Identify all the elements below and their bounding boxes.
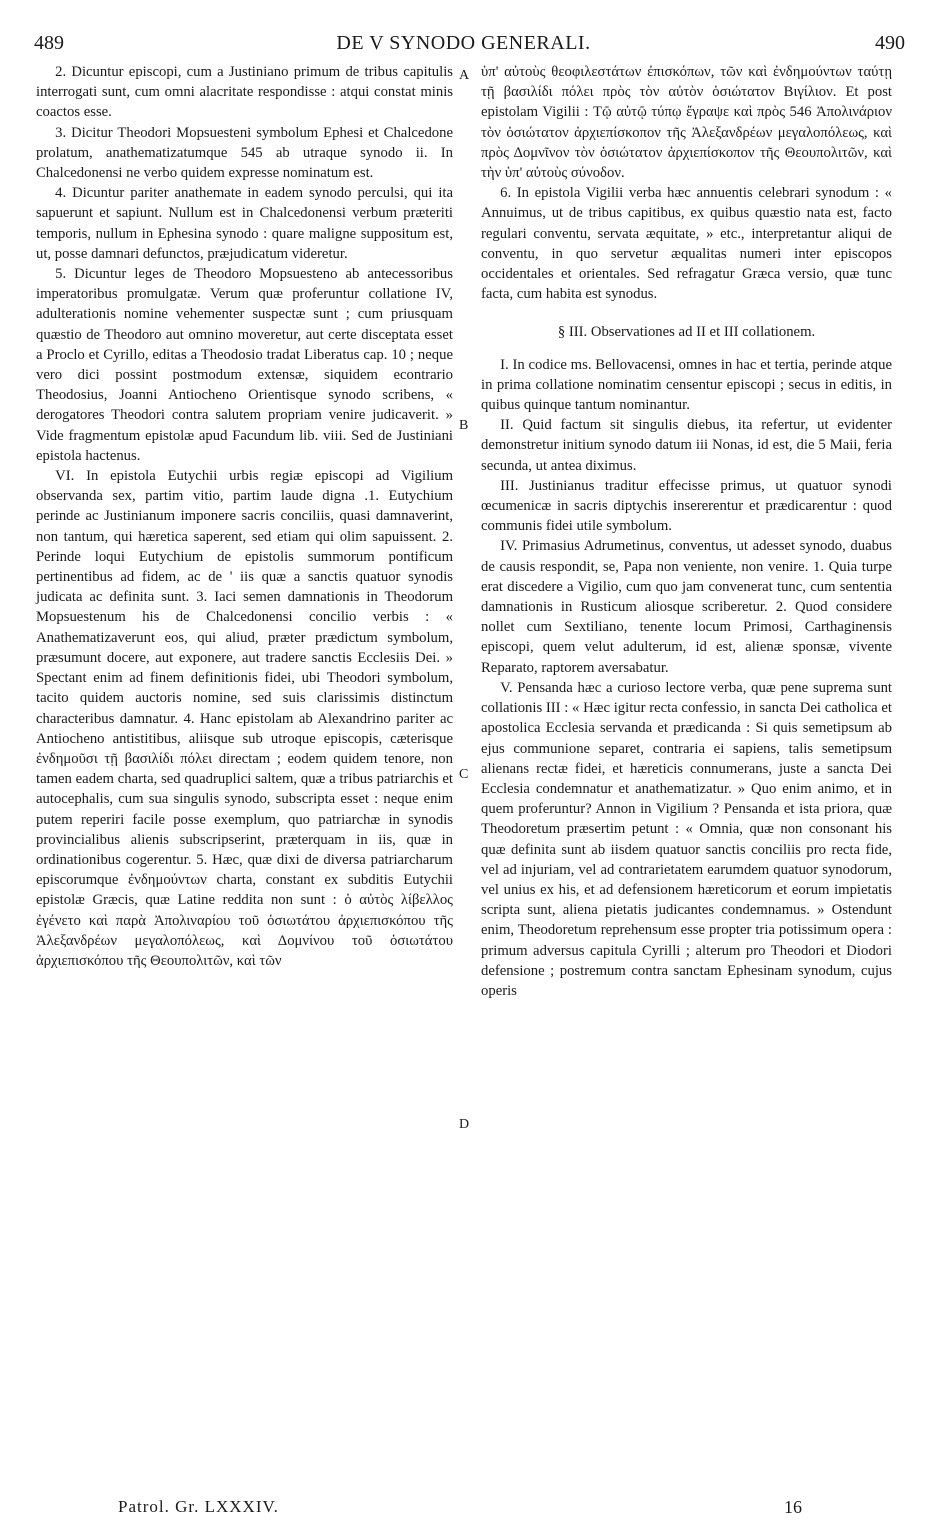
paragraph: 2. Dicuntur episcopi, cum a Justiniano primum de tribus capitulis interrogati sunt, cum omni alacritate respondisse : atqui constat minis coactos esse. [36,64,453,121]
right-column [481,62,892,1001]
page-number-left: 489 [34,32,64,54]
running-header [0,30,927,60]
margin-marker-c: C [459,767,469,782]
series-signature: Patrol. Gr. LXXXIV. [118,1497,279,1516]
signature-number: 16 [784,1497,802,1517]
paragraph: III. Justinianus traditur effecisse primus, ut quatuor synodi œcumenicæ in sacris diptychis insererentur et prædicarentur : quod communis fidei utile symbolum. [481,477,892,535]
running-title: DE V SYNODO GENERALI. [336,32,591,54]
paragraph: 5. Dicuntur leges de Theodoro Mopsuesteno ab antecessoribus imperatoribus promulgatæ. Verum quæ proferuntur collatione IV, adulterationis nomine vehementer suspectæ sunt ; cum priusquam quæstio de Theodoro aut omnino moveretur, aut certe disceptata esset a Proclo et Cyrillo, editas a Theodosio tradat Liberatus cap. 10 ; neque vero dici possint postmodum extensæ, siquidem econtrario Theodosius, Joanni Antiocheno Orientisque synodo scribens, « derogatores Theodori contra salutem propriam venire judicaverit. » Vide fragmentum epistolæ apud Facundum lib. viii. Sed de Justiniani epistola hactenus. [36,266,453,464]
paragraph: 6. In epistola Vigilii verba hæc annuentis celebrari synodum : « Annuimus, ut de tribus capitibus, ex quibus quæstio nata est, facto regulari conventu, servata æquitate, » etc., interpretantur aliqui de conventu, in quo servetur æqualitas numeri inter episcopos occidentales et orientales. Sed refragatur Græca versio, quæ tunc facta, cum habita est synodus. [481,185,892,303]
margin-marker-a: A [459,68,470,83]
paragraph: VI. In epistola Eutychii urbis regiæ episcopi ad Vigilium observanda sex, partim vitio, partim laude digna .1. Eutychium perinde ac Justinianum imponere sacris conciliis, quasi damnaverint, non tantum, qui hæretica saperent, sed etiam qui olim sapuissent. 2. Perinde loqui Eutychium de epistolis summorum pontificum pertinentibus ad fidem, ac de ' iis quæ a sanctis quatuor synodis judicata ac definita sunt. 3. Iaci semen damnationis in Theodorum Mopsuestenum his de Chalcedonensi concilio verbis : « Anathematizaverunt eos, qui aliud, præter prædictum symbolum, præsumunt docere, aut exponere, aut tradere sanctis Ecclesiis Dei. » Spectant enim ad finem definitionis fidei, ubi Theodori symbolum, tacito quidem auctoris nomine, sed suis clarissimis distinctum characteribus damnatur. 4. Hanc epistolam ab Alexandrino pariter ac Antiocheno antistitibus, aliisque sub utroque episcopis, cæterisque ἐνδημοῦσι τῇ βασιλίδι πόλει directam ; eodem quidem tenore, non tamen eadem charta, sed quadruplici saltem, quæ a tribus patriarchis et autocephalis, cum sua singulis synodo, subscripta esset : neque enim putem reperiri facile posse exemplum, quo patriarchæ in synodis provincialibus alienis subscripserint, præterquam in iis, quæ in ordinationibus cogerentur. 5. Hæc, quæ dixi de diversa patriarcharum episcorumque ἐνδημούντων charta, constant ex subditis Eutychii epistolæ Græcis, quæ Latine reddita non sunt : ὁ αὐτὸς λίβελλος ἐγένετο καὶ παρὰ Ἀπολιναρίου τοῦ ὁσιωτάτου ἀρχιεπισκόπου τῆς Ἀλεξανδρέων μεγαλοπόλεως, καὶ Δομνίνου τοῦ ὁσιωτάτου ἀρχιεπισκόπου τῆς Θεουπολιτῶν, καὶ τῶν [36,468,453,969]
margin-marker-b: B [459,418,469,433]
paragraph: II. Quid factum sit singulis diebus, ita refertur, ut evidenter demonstretur initium synodo datum iii Nonas, id est, die 5 Maii, feria secunda, ut antea diximus. [481,417,892,474]
paragraph: V. Pensanda hæc a curioso lectore verba, quæ pene suprema sunt collationis III : « Hæc igitur recta confessio, in sancta Dei catholica et apostolica Ecclesia servanda et prædicanda : Si quis semetipsum ab ejus communione separet, contraria ei sapiens, talis semetipsum alienans rectæ fidei, et hæreticis connumerans, juste a sancta Dei Ecclesia condemnatur et anathematizatur. » Quo enim animo, et in quem proferuntur? Annon in Vigilium ? Pensanda et ista priora, quæ Theodoretum præsertim petunt : « Omnia, quæ non consonant his quæ definita sunt ab iisdem quatuor sanctis conciliis pro recta fide, vel ad injuriam, vel ad contrarietatem earumdem quatuor synodorum, vel unius ex his, et ad defensionem hæreticorum et eorum impietatis scripta sunt, aliena pietatis judicantes condemnamus. » Ostendunt enim, Theodoretum reprehensum esse propter tria potissimum opera : primum adversus capitula Cyrilli ; alterum pro Theodori et Diodori defensione ; postremum contra sanctam Ephesinam synodum, cujus operis [481,679,892,999]
section-heading: § III. Observationes ad II et III collationem. [557,324,816,341]
margin-marker-d: D [459,1117,470,1132]
page-number-right: 490 [875,32,905,54]
paragraph: 4. Dicuntur pariter anathemate in eadem synodo perculsi, qui ita sapuerunt et sapiunt. Nullum est in Chalcedonensi verbum præteriti temporis, nullum in Ephesina synodo : quare maligne suppositum est, ut, posse damnari defunctos, præjudicatum videretur. [36,185,453,262]
paragraph: IV. Primasius Adrumetinus, conventus, ut adesset synodo, duabus de causis respondit, se, Papa non veniente, non venire. 1. Quia turpe erat discedere a Vigilio, cum quo jam convenerat tunc, cum sententia damnationis in Rusticum aliosque scriberetur. 2. Quod considere nollet cum Sextiliano, tenente locum Primosi, Carthaginensis episcopi, quem velut adulterum, id est, alienæ sponsæ, vivente Reparato, raptorem aversabatur. [481,538,892,676]
paragraph: 3. Dicitur Theodori Mopsuesteni symbolum Ephesi et Chalcedone prolatum, anathematizatumque 545 ab utraque synodo ii. In Chalcedonensi ne verbo quidem expresse nominatum est. [36,124,453,182]
paragraph: ὑπ' αὐτοὺς θεοφιλεστάτων ἐπισκόπων, τῶν καὶ ἐνδημούντων ταύτῃ τῇ βασιλίδι πόλει πρὸς τὸν αὐτὸν ὁσιώτατον Βιγίλιον. Et post epistolam Vigilii : Τῷ αὐτῷ τύπῳ ἔγραψε καὶ πρὸς 546 Ἀπολινάριον τὸν ὁσιώτατον ἀρχιεπίσκοπον τῆς Ἀλεξανδρέων μεγαλοπόλεως, καὶ πρὸς Δομνῖνον τὸν ὁσιώτατον ἀρχιεπίσκοπον τῆς Θεουπολιτῶν, καὶ τὴν ὑπ' αὐτοὺς σύνοδον. [481,64,892,182]
left-column [36,62,453,971]
paragraph: I. In codice ms. Bellovacensi, omnes in hac et tertia, perinde atque in prima collatione nominatim censentur episcopi ; secus in editis, in quibus quinque tantum nominantur. [481,356,892,414]
